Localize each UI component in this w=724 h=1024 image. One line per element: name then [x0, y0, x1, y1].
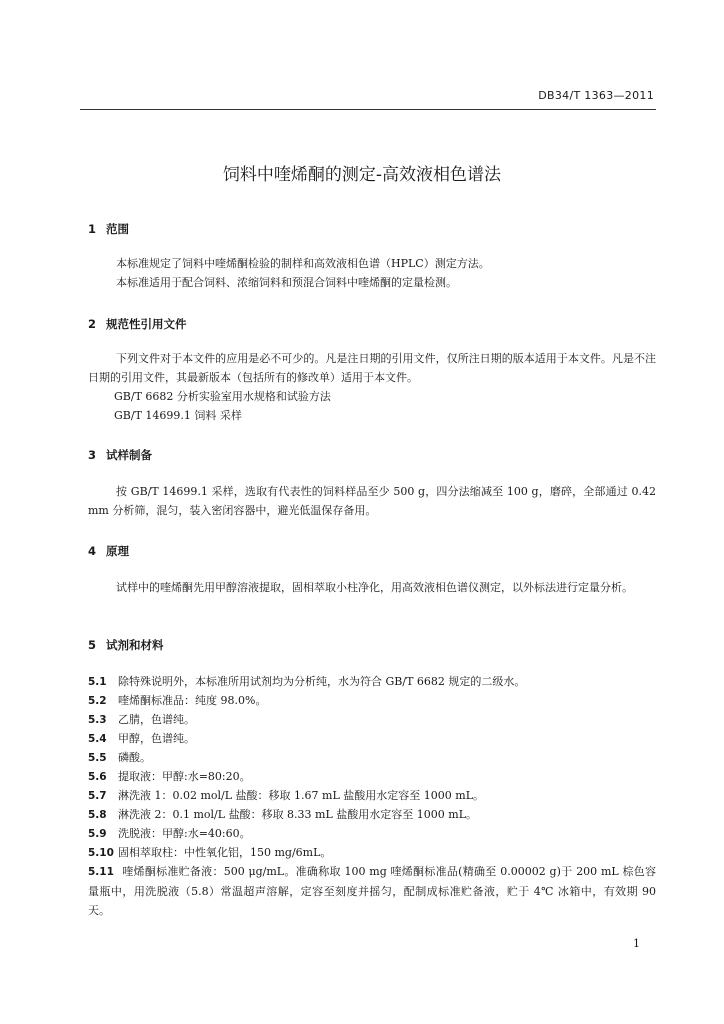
list-item-multiline [88, 862, 656, 920]
list-item [88, 786, 658, 806]
item-number: 5.9 [88, 828, 107, 840]
section-3-heading [88, 447, 152, 463]
item-number: 5.5 [88, 752, 107, 764]
section-number: 5 [88, 638, 97, 652]
reference-item: GB/T 14699.1 饲料 采样 [114, 409, 242, 422]
item-number: 5.2 [88, 695, 107, 707]
section-3-para-1: 按 GB/T 14699.1 采样，选取有代表性的饲料样品至少 500 g，四分法缩减至 100 g，磨碎，全部通过 0.42 mm 分析筛，混匀，装入密闭容器中，避光低温保存备用。 [88, 485, 656, 517]
section-title: 范围 [106, 222, 129, 236]
item-number: 5.7 [88, 790, 107, 802]
section-2-para-1: 下列文件对于本文件的应用是必不可少的。凡是注日期的引用文件，仅所注日期的版本适用于本文件。凡是不注日期的引用文件，其最新版本（包括所有的修改单）适用于本文件。 [88, 352, 656, 384]
item-number: 5.1 [88, 676, 107, 688]
item-number: 5.3 [88, 714, 107, 726]
item-text: 除特殊说明外，本标准所用试剂均为分析纯，水为符合 GB/T 6682 规定的二级水。 [118, 675, 526, 688]
reference-item: GB/T 6682 分析实验室用水规格和试验方法 [114, 390, 331, 403]
item-number: 5.11 [88, 866, 114, 878]
section-title: 试样制备 [106, 448, 152, 462]
section-number: 1 [88, 222, 97, 236]
section-4-para-1: 试样中的喹烯酮先用甲醇溶液提取，固相萃取小柱净化，用高效液相色谱仪测定，以外标法进行定量分析。 [116, 581, 633, 594]
section-5-heading [88, 637, 164, 653]
item-text: 淋洗液 2：0.1 mol/L 盐酸：移取 8.33 mL 盐酸用水定容至 1000 mL。 [118, 808, 478, 821]
section-number: 2 [88, 317, 97, 331]
section-title: 规范性引用文件 [106, 317, 187, 331]
item-number: 5.6 [88, 771, 107, 783]
section-2-heading [88, 316, 187, 332]
list-item [88, 748, 658, 768]
section-number: 3 [88, 448, 97, 462]
item-text: 乙腈，色谱纯。 [118, 713, 195, 726]
document-title: 饲料中喹烯酮的测定-高效液相色谱法 [222, 165, 502, 185]
list-item [88, 710, 658, 730]
section-number: 4 [88, 544, 97, 558]
item-text: 淋洗液 1：0.02 mol/L 盐酸：移取 1.67 mL 盐酸用水定容至 1000 mL。 [118, 789, 485, 802]
list-item [88, 691, 658, 711]
section-1-para-2: 本标准适用于配合饲料、浓缩饲料和预混合饲料中喹烯酮的定量检测。 [116, 276, 457, 289]
list-item [88, 805, 658, 825]
list-item [88, 843, 658, 863]
section-4-heading [88, 543, 129, 559]
list-item [88, 729, 658, 749]
list-item [88, 824, 658, 844]
item-number: 5.10 [88, 847, 114, 859]
item-number: 5.4 [88, 733, 107, 745]
item-text: 喹烯酮标准品：纯度 98.0%。 [118, 694, 267, 707]
item-text: 甲醇，色谱纯。 [118, 732, 195, 745]
section-title: 试剂和材料 [106, 638, 164, 652]
section-1-heading [88, 221, 129, 237]
item-text: 磷酸。 [118, 751, 151, 764]
item-text: 提取液：甲醇:水=80:20。 [118, 770, 251, 783]
section-1-para-1: 本标准规定了饲料中喹烯酮检验的制样和高效液相色谱（HPLC）测定方法。 [116, 257, 490, 270]
standard-code: DB34/T 1363—2011 [538, 89, 654, 102]
header-rule [80, 109, 656, 110]
section-title: 原理 [106, 544, 129, 558]
list-item [88, 672, 658, 692]
item-text: 喹烯酮标准贮备液：500 μg/mL。准确称取 100 mg 喹烯酮标准品(精确至 0.00002 g)于 200 mL 棕色容量瓶中，用洗脱液（5.8）常温超声溶解，定容至刻度并摇匀，配制成标准贮备液，贮于 4℃ 冰箱中，有效期 90 天。 [88, 865, 656, 917]
list-item [88, 767, 658, 787]
item-number: 5.8 [88, 809, 107, 821]
item-text: 固相萃取柱：中性氧化铝，150 mg/6mL。 [118, 846, 332, 859]
page-number: 1 [633, 937, 640, 950]
item-text: 洗脱液：甲醇:水=40:60。 [118, 827, 251, 840]
